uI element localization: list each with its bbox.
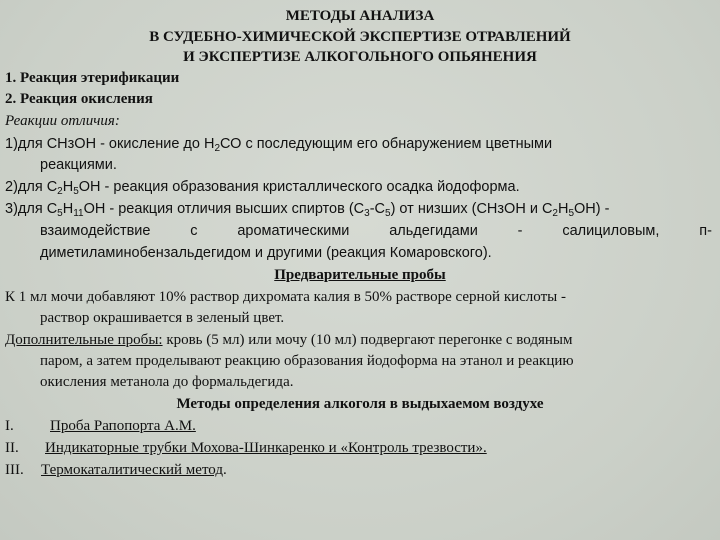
d3-h: Н [62,201,74,217]
d3-word: ароматическими [237,223,350,239]
reaction-item-1: 1. Реакция этерификации [5,70,180,86]
difference-3 [5,199,713,220]
d1-sub-2: 2 [214,143,221,154]
difference-1-cont: реакциями. [40,157,117,173]
d3-word: салициловым, [562,223,660,239]
preliminary-heading: Предварительные пробы [274,267,446,283]
breath-item-1-num: I. [5,418,14,434]
d3-word: п- [699,223,712,239]
d3-sub-d: 5 [568,208,575,219]
d3-sub-c: 2 [552,208,558,219]
d2-h: Н [62,179,74,195]
title-line-1: МЕТОДЫ АНАЛИЗА [285,8,435,24]
additional-tests-cont-2: окисления метанола до формальдегида. [40,374,294,390]
d1-mid: ОН - окисление до Н [74,136,215,152]
d3-sub-a: 3 [364,208,370,219]
difference-3-cont-1 [40,221,712,242]
breath-item-3 [5,460,713,481]
d3-dash: -С [369,201,386,217]
d3-word: с [190,223,198,239]
difference-1 [5,134,713,155]
d3-sub-b: 5 [385,208,391,219]
d2-sub-5: 5 [73,186,79,197]
reaction-item-2: 2. Реакция окисления [5,91,153,107]
d2-sub-2: 2 [57,186,63,197]
d3-prefix: 3)для С [5,201,58,217]
d2-prefix: 2)для С [5,179,58,195]
title-line-2: В СУДЕБНО-ХИМИЧЕСКОЙ ЭКСПЕРТИЗЕ ОТРАВЛЕНИЙ [149,29,571,45]
d3-sub-5: 5 [57,208,63,219]
d2-rest: ОН - реакция образования кристаллического осадка йодоформа. [78,179,520,195]
d3-mid: ОН - реакция отличия высших спиртов (С [83,201,365,217]
title-line-3: И ЭКСПЕРТИЗЕ АЛКОГОЛЬНОГО ОПЬЯНЕНИЯ [183,49,537,65]
additional-tests [5,330,713,351]
d3-mid2: ) от низших (СНзОН и С [390,201,553,217]
difference-3-cont-2: диметиламинобензальдегидом и другими (реакция Комаровского). [40,245,492,261]
d1-rest: СО с последующим его обнаружением цветными [220,136,553,152]
d3-word: - [517,223,523,239]
additional-tests-cont-1: паром, а затем проделывают реакцию образования йодоформа на этанол и реакцию [40,353,574,369]
differences-heading: Реакции отличия: [5,113,120,129]
difference-1-formula: 1)для СНзОН - окисление до $Н_2СО$ с последующим его обнаружением цветными [5,136,553,154]
preliminary-text-cont: раствор окрашивается в зеленый цвет. [40,310,285,326]
breath-item-3-text: Термокаталитический метод [41,462,223,478]
breath-item-3-tail: . [223,462,227,478]
breath-item-2-text: Индикаторные трубки Мохова-Шинкаренко и «Контроль трезвости». [45,440,487,456]
breath-item-2-num: II. [5,440,19,456]
breath-item-1 [5,416,713,437]
difference-2 [5,177,713,198]
breath-item-3-num: III. [5,462,24,478]
d3-end: ОН) - [574,201,610,217]
breath-item-2 [5,438,713,459]
breath-heading: Методы определения алкоголя в выдыхаемом воздухе [176,396,544,412]
breath-item-1-text: Проба Рапопорта А.М. [50,418,196,434]
d1-prefix: 1)для СН [5,136,68,152]
d3-sub-11: 11 [73,208,84,219]
preliminary-text: К 1 мл мочи добавляют 10% раствор дихромата калия в 50% растворе серной кислоты - [5,289,566,305]
d3-h2: Н [557,201,569,217]
additional-tests-label: Дополнительные пробы: [5,332,163,348]
additional-tests-text: кровь (5 мл) или мочу (10 мл) подвергают перегонке с водяным [162,332,573,348]
d3-word: взаимодействие [40,223,151,239]
d3-word: альдегидами [389,223,478,239]
